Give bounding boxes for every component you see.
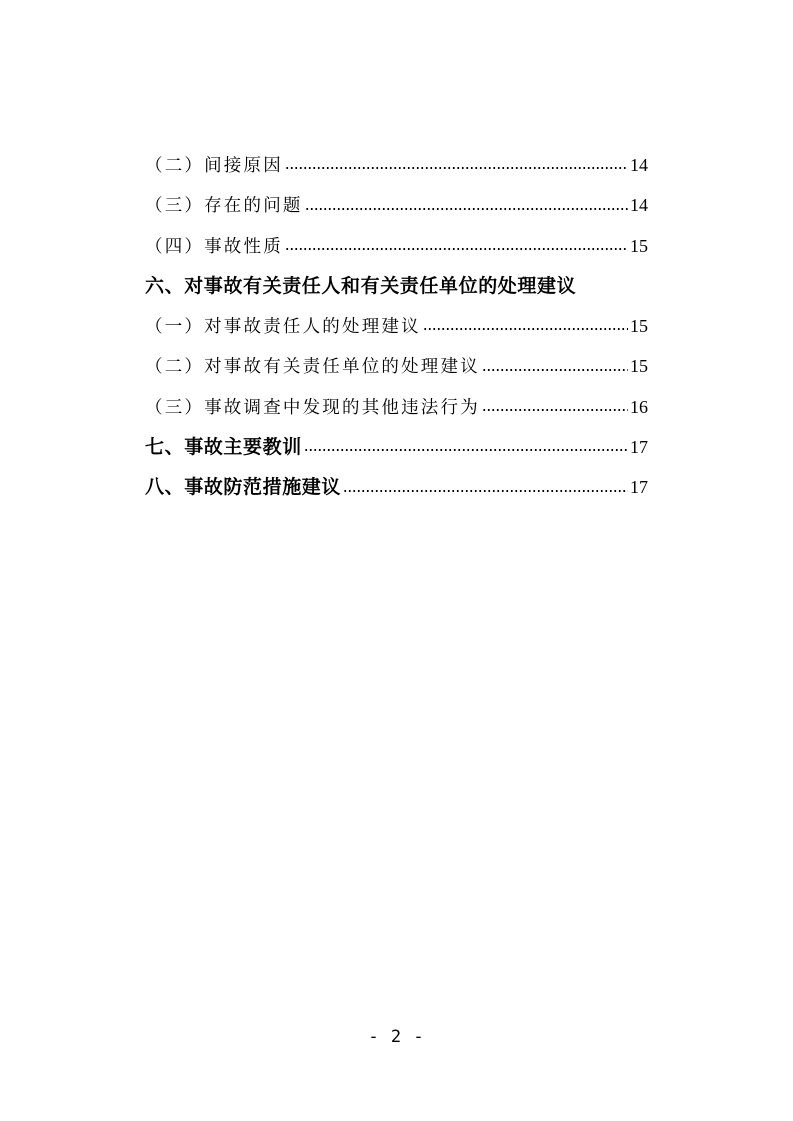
- toc-leader-dots: [482, 408, 628, 412]
- toc-entry-page: 15: [630, 235, 648, 256]
- toc-leader-dots: [482, 368, 628, 372]
- toc-entry-page: 14: [630, 195, 648, 216]
- toc-leader-dots: [305, 207, 628, 211]
- toc-entry-existing-problems[interactable]: [145, 185, 648, 225]
- toc-entry-indirect-causes[interactable]: [145, 145, 648, 185]
- toc-entry-responsible-units[interactable]: [145, 346, 648, 386]
- toc-entry-title: 八、事故防范措施建议: [145, 476, 342, 499]
- toc-leader-dots: [285, 166, 628, 170]
- toc-entry-responsible-persons[interactable]: [145, 306, 648, 346]
- toc-entry-title: 七、事故主要教训: [145, 436, 302, 459]
- toc-section-prevention-measures[interactable]: [145, 467, 648, 507]
- toc-leader-dots: [343, 489, 628, 493]
- toc-section-handling-suggestions[interactable]: [145, 266, 648, 306]
- toc-entry-page: 14: [630, 155, 648, 175]
- toc-entry-page: 16: [630, 396, 648, 417]
- toc-entry-title: （四）事故性质: [145, 236, 283, 257]
- toc-entry-title: （三）存在的问题: [145, 196, 303, 217]
- toc-entry-title: （二）对事故有关责任单位的处理建议: [145, 357, 480, 378]
- toc-entry-title: （二）间接原因: [145, 156, 283, 176]
- page-number: - 2 -: [368, 1027, 425, 1047]
- toc-entry-title: （一）对事故责任人的处理建议: [145, 317, 421, 338]
- toc-leader-dots: [285, 247, 628, 251]
- toc-leader-dots: [304, 448, 628, 452]
- toc-entry-page: 17: [630, 437, 648, 458]
- toc-entry-title: 六、对事故有关责任人和有关责任单位的处理建议: [145, 274, 577, 297]
- toc-entry-accident-nature[interactable]: [145, 226, 648, 266]
- table-of-contents: [145, 145, 648, 508]
- toc-entry-title: （三）事故调查中发现的其他违法行为: [145, 397, 480, 418]
- toc-entry-page: 15: [630, 316, 648, 337]
- toc-entry-page: 17: [630, 477, 648, 498]
- toc-leader-dots: [423, 327, 628, 331]
- toc-section-main-lessons[interactable]: [145, 427, 648, 467]
- toc-entry-page: 15: [630, 356, 648, 377]
- toc-entry-other-violations[interactable]: [145, 387, 648, 427]
